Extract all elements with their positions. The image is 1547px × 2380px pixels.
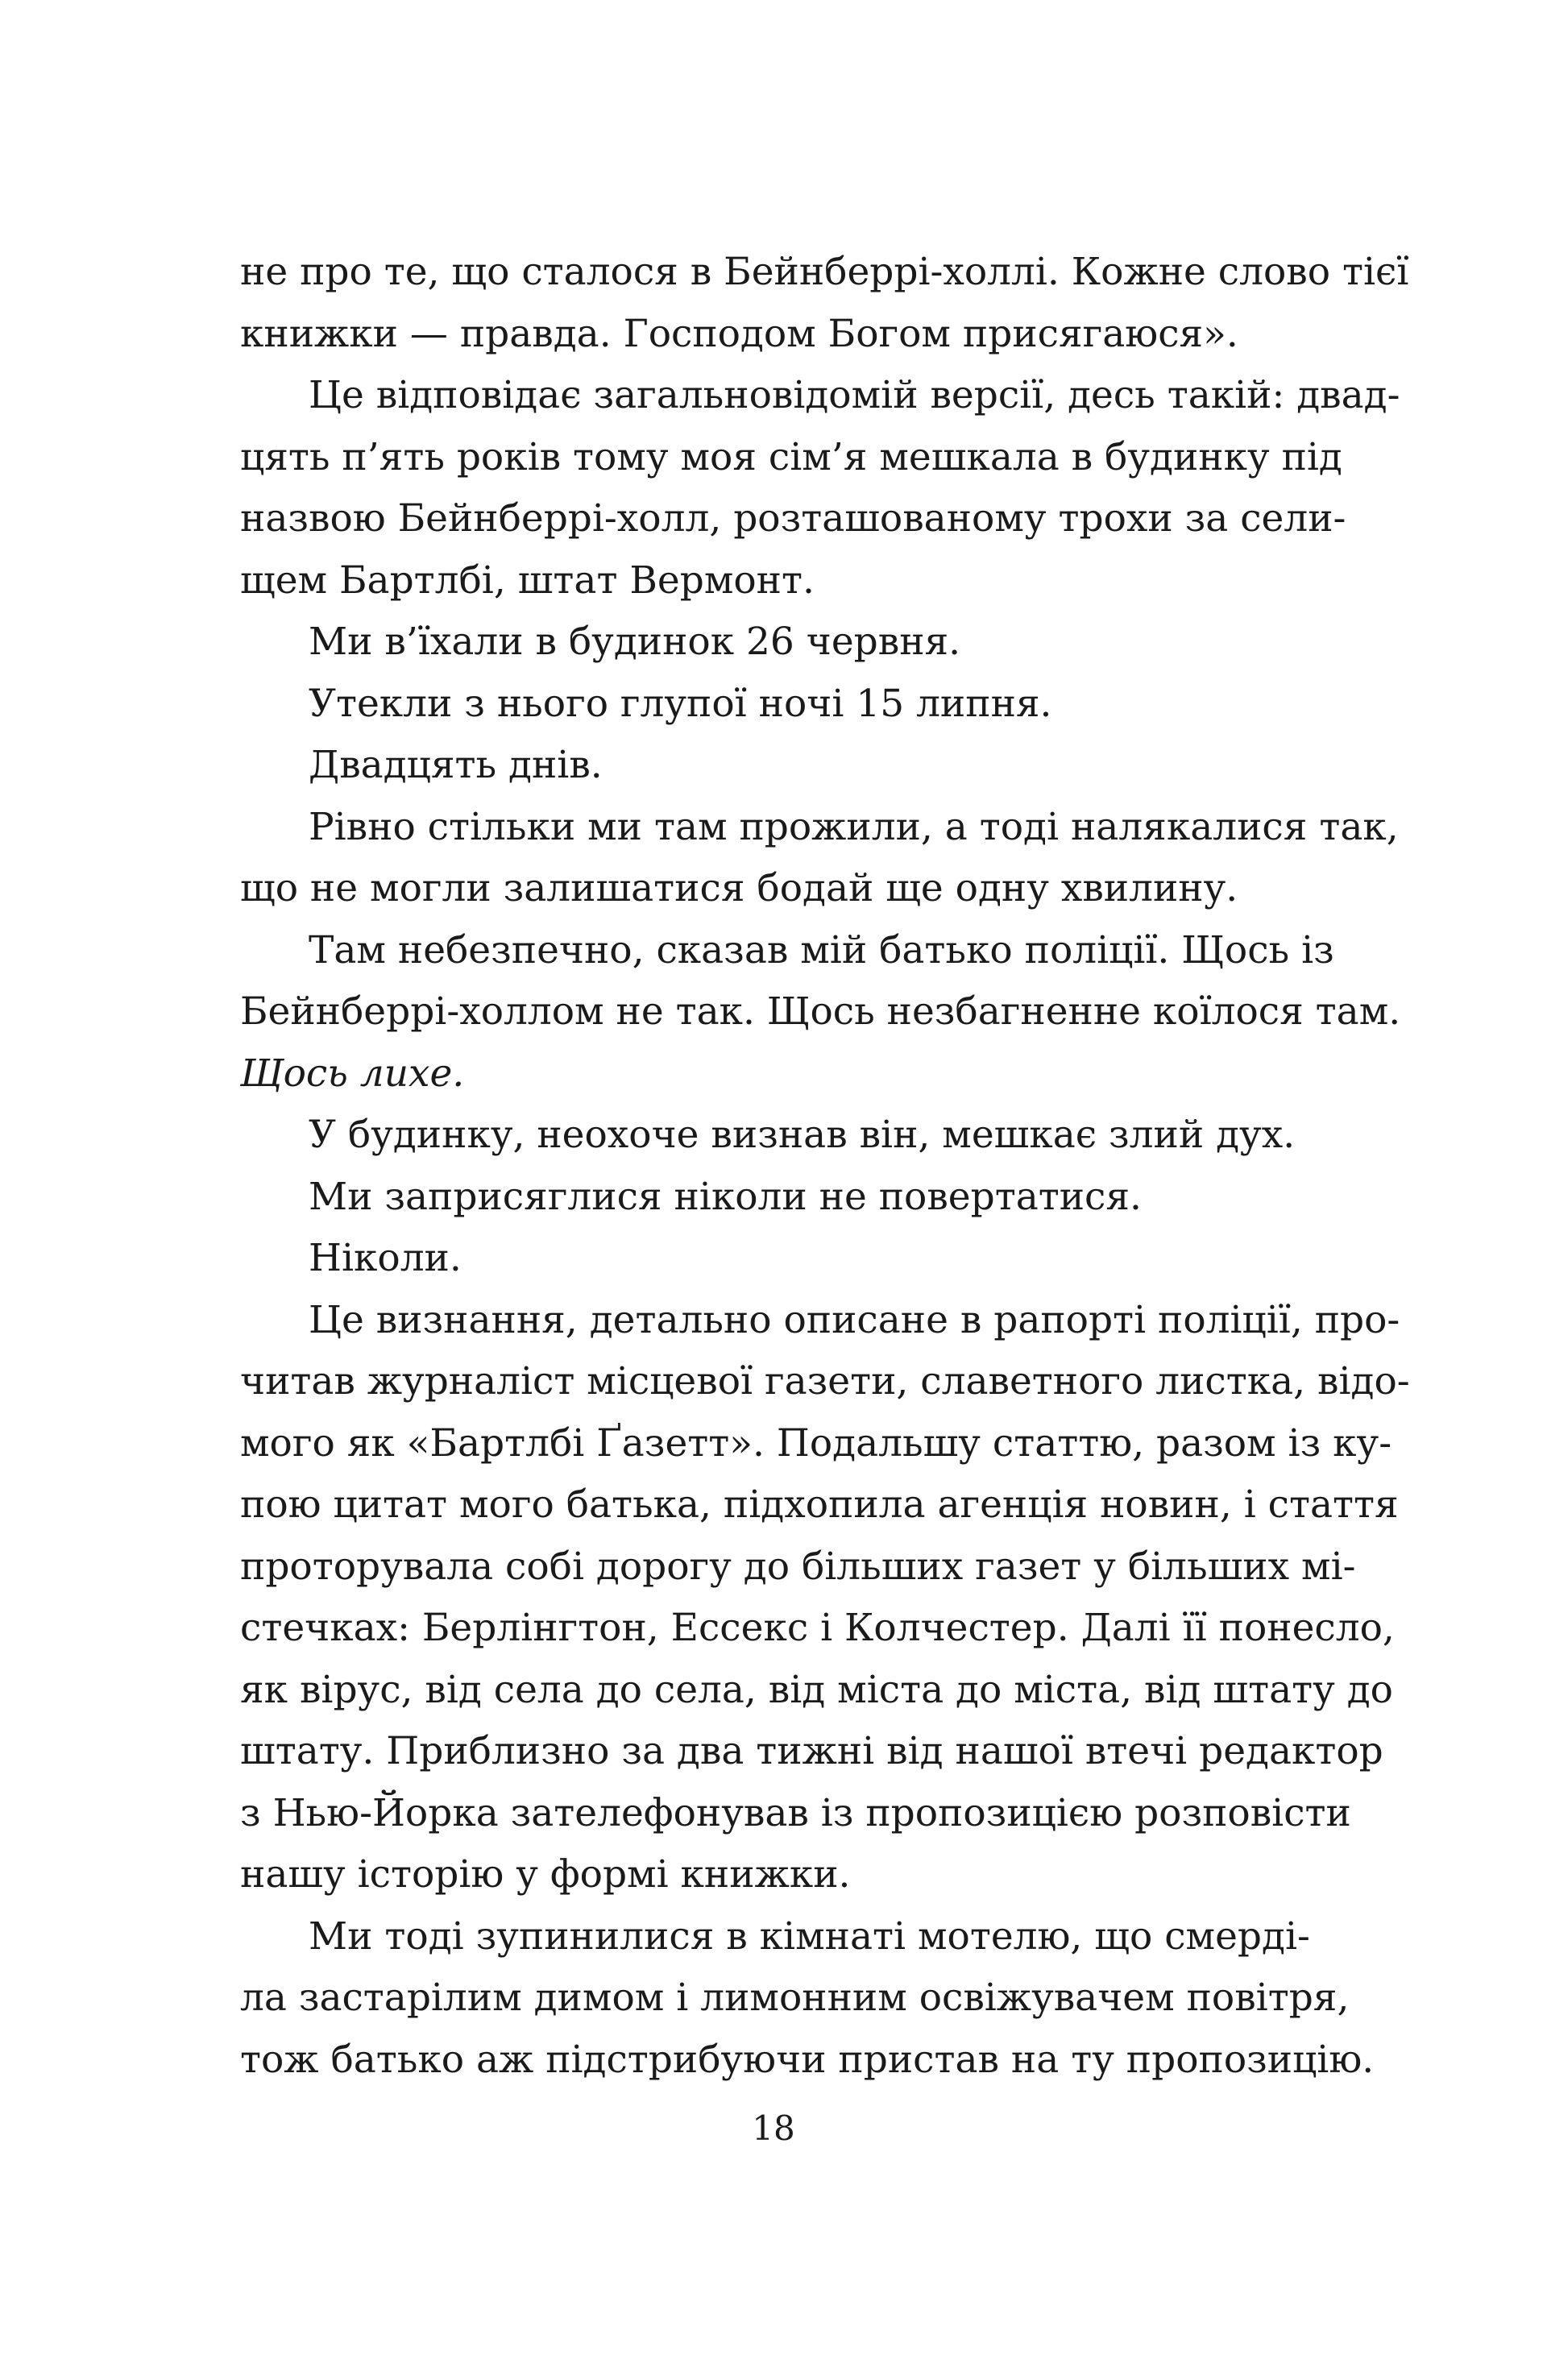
text-line: пою цитат мого батька, підхопила агенція новин, і стаття: [240, 1482, 1399, 1527]
text-line: Рівно стільки ми там прожили, а тоді налякалися так,: [309, 804, 1399, 849]
text-line: з Нью-Йорка зателефонував із пропозицією розповісти: [240, 1790, 1351, 1835]
text-line: Там небезпечно, сказав мій батько поліції. Щось із: [309, 927, 1334, 972]
text-line: щем Бартлбі, штат Вермонт.: [240, 558, 815, 603]
text-line: У будинку, неохоче визнав він, мешкає злий дух.: [309, 1113, 1296, 1157]
text-line: Ми тоді зупинилися в кімнаті мотелю, що смерді-: [309, 1914, 1310, 1959]
text-line: цять п’ять років тому моя сім’я мешкала в будинку під: [240, 434, 1342, 479]
text-line: Утекли з нього глупої ночі 15 липня.: [309, 681, 1052, 726]
text-line: Бейнберрі-холлом не так. Щось незбагненне коїлося там.: [240, 989, 1401, 1034]
text-line: нашу історію у формі книжки.: [240, 1852, 851, 1897]
text-line: не про те, що сталося в Бейнберрі-холлі. Кожне слово тієї: [240, 250, 1409, 294]
text-line-italic: Щось лихе.: [240, 1051, 465, 1096]
text-line: читав журналіст місцевої газети, славетного листка, відо-: [240, 1359, 1410, 1404]
text-line: Це визнання, детально описане в рапорті поліції, про-: [309, 1297, 1400, 1342]
body-text: [240, 242, 1410, 2091]
text-line: книжки — правда. Господом Богом присягаюся».: [240, 311, 1238, 356]
text-line: Це відповідає загальновідомій версії, десь такій: двад-: [309, 373, 1400, 417]
text-line: що не могли залишатися бодай ще одну хвилину.: [240, 866, 1238, 910]
text-line: Двадцять днів.: [309, 743, 603, 787]
text-line: проторувала собі дорогу до більших газет у більших мі-: [240, 1544, 1356, 1589]
text-line: назвою Бейнберрі-холл, розташованому трохи за сели-: [240, 496, 1346, 541]
text-line: мого як «Бартлбі Ґазетт». Подальшу статтю, разом із ку-: [240, 1420, 1392, 1466]
text-line: Ми заприсяглися ніколи не повертатися.: [309, 1174, 1142, 1219]
text-line: Ми в’їхали в будинок 26 червня.: [309, 620, 961, 664]
text-line: стечках: Берлінгтон, Ессекс і Колчестер. Далі її понесло,: [240, 1606, 1395, 1650]
text-line: як вірус, від села до села, від міста до міста, від штату до: [240, 1667, 1393, 1712]
text-line: Ніколи.: [309, 1236, 462, 1280]
text-line: штату. Приблизно за два тижні від нашої втечі редактор: [240, 1729, 1383, 1773]
page-number: 18: [752, 2108, 795, 2148]
text-line: тож батько аж підстрибуючи пристав на ту пропозицію.: [240, 2037, 1375, 2082]
text-line: ла застарілим димом і лимонним освіжувачем повітря,: [240, 1976, 1350, 2020]
